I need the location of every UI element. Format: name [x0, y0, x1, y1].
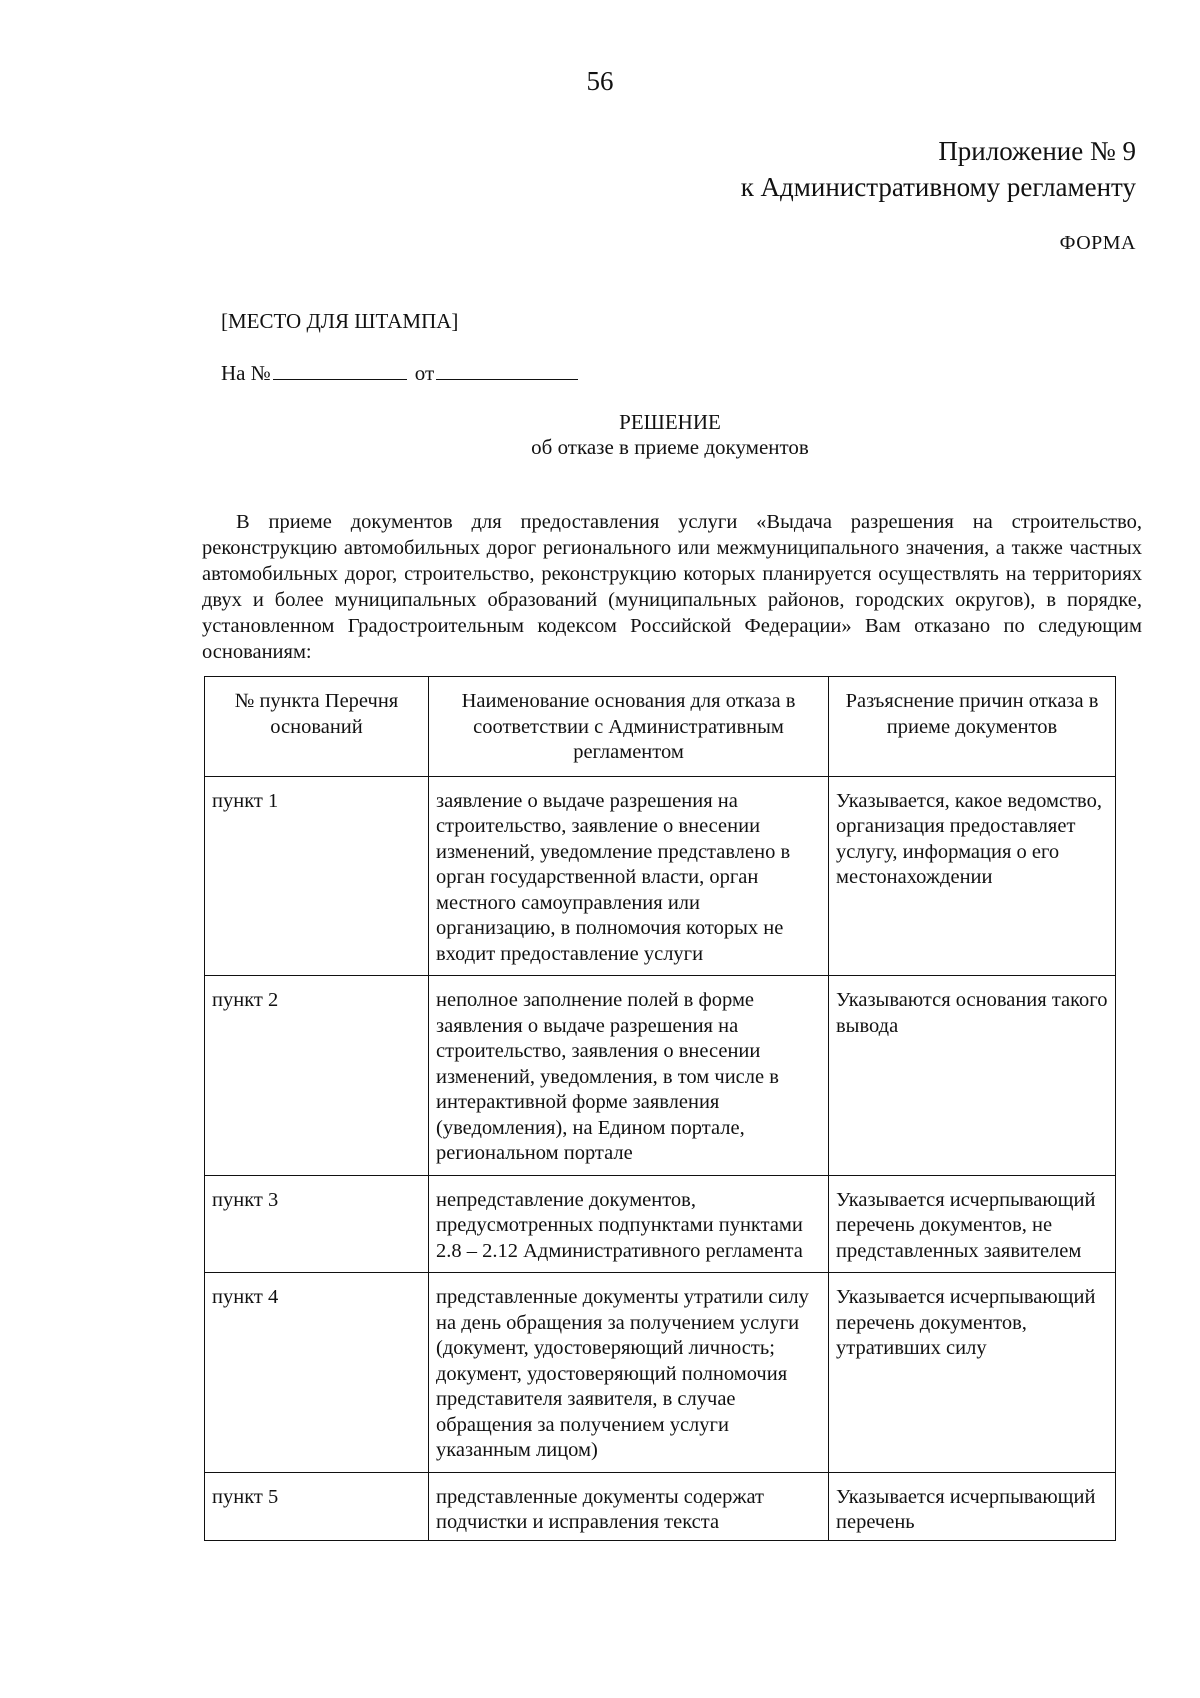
row-item: пункт 3 — [205, 1175, 429, 1273]
reference-number-blank — [273, 361, 407, 380]
reference-line — [221, 361, 578, 386]
decision-title: РЕШЕНИЕ — [619, 410, 721, 434]
header-ground-name: Наименование основания для отказа в соответствии с Административным регламентом — [429, 677, 829, 777]
appendix-subtitle: к Административному регламенту — [740, 172, 1136, 202]
row-ground: заявление о выдаче разрешения на строительство, заявление о внесении изменений, уведомление представлено в орган государственной власти, орган местного самоуправления или организацию, в полномочия которых не входит предоставление услуги — [429, 776, 829, 976]
row-explanation: Указывается исчерпывающий перечень — [829, 1472, 1116, 1540]
row-item: пункт 2 — [205, 976, 429, 1176]
header-explanation: Разъяснение причин отказа в приеме документов — [829, 677, 1116, 777]
decision-subtitle: об отказе в приеме документов — [531, 435, 809, 459]
intro-paragraph: В приеме документов для предоставления услуги «Выдача разрешения на строительство, реконструкцию автомобильных дорог регионального или межмуниципального значения, а также частных автомобильных дорог, строительство, реконструкцию которых планируется осуществлять на территориях двух и более муниципальных образований (муниципальных районов, городских округов), в порядке, установленном Градостроительным кодексом Российской Федерации» Вам отказано по следующим основаниям: — [202, 510, 1142, 663]
table-row — [205, 776, 1116, 976]
table-row — [205, 976, 1116, 1176]
reference-from-label: от — [414, 361, 435, 385]
table-row — [205, 1273, 1116, 1473]
row-explanation: Указывается исчерпывающий перечень документов, утративших силу — [829, 1273, 1116, 1473]
table-header-row — [205, 677, 1116, 777]
row-item: пункт 1 — [205, 776, 429, 976]
form-label: ФОРМА — [1059, 232, 1136, 254]
table-row — [205, 1472, 1116, 1540]
row-item: пункт 5 — [205, 1472, 429, 1540]
page-number: 56 — [586, 66, 614, 96]
table-row — [205, 1175, 1116, 1273]
row-ground: представленные документы утратили силу на день обращения за получением услуги (документ, удостоверяющий личность; документ, удостоверяющий полномочия представителя заявителя, в случае обращения за получением услуги указанным лицом) — [429, 1273, 829, 1473]
stamp-placeholder: [МЕСТО ДЛЯ ШТАМПА] — [221, 309, 459, 333]
header-item-number: № пункта Перечня оснований — [205, 677, 429, 777]
grounds-table — [204, 676, 1116, 1541]
row-item: пункт 4 — [205, 1273, 429, 1473]
row-ground: представленные документы содержат подчистки и исправления текста — [429, 1472, 829, 1540]
appendix-header — [741, 133, 1136, 205]
row-explanation: Указывается исчерпывающий перечень документов, не представленных заявителем — [829, 1175, 1116, 1273]
appendix-title: Приложение № 9 — [938, 136, 1136, 166]
row-explanation: Указывается, какое ведомство, организация предоставляет услугу, информация о его местонахождении — [829, 776, 1116, 976]
reference-date-blank — [436, 361, 578, 380]
row-ground: неполное заполнение полей в форме заявления о выдаче разрешения на строительство, заявления о внесении изменений, уведомления, в том числе в интерактивной форме заявления (уведомления), на Едином портале, региональном портале — [429, 976, 829, 1176]
row-explanation: Указываются основания такого вывода — [829, 976, 1116, 1176]
reference-number-label: На № — [221, 361, 271, 385]
decision-heading — [0, 410, 1200, 460]
row-ground: непредставление документов, предусмотренных подпунктами пунктами 2.8 – 2.12 Административного регламента — [429, 1175, 829, 1273]
